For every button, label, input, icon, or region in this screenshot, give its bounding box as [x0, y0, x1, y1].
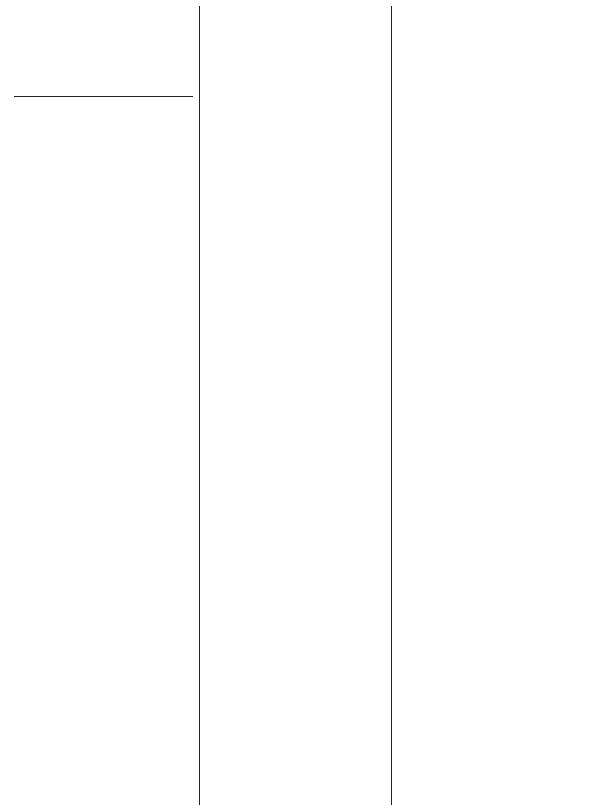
middle-column	[200, 6, 392, 805]
paragraph	[14, 123, 193, 143]
paragraph	[398, 138, 578, 158]
left-column	[8, 6, 200, 805]
paragraph	[14, 6, 193, 26]
paragraph	[14, 101, 193, 121]
paragraph	[398, 28, 578, 48]
paragraph	[398, 6, 578, 26]
paragraph	[206, 28, 385, 48]
paragraph	[206, 6, 385, 26]
right-column	[392, 6, 584, 805]
paragraph	[398, 50, 578, 70]
section-heading	[206, 50, 385, 70]
paragraph	[14, 50, 193, 70]
paragraph	[206, 116, 385, 136]
section-heading	[14, 28, 193, 48]
paragraph	[14, 72, 193, 92]
paragraph	[398, 116, 578, 136]
paragraph	[398, 94, 578, 114]
section-divider	[14, 96, 193, 97]
paragraph	[206, 72, 385, 92]
section-heading	[398, 72, 578, 92]
paragraph	[206, 94, 385, 114]
